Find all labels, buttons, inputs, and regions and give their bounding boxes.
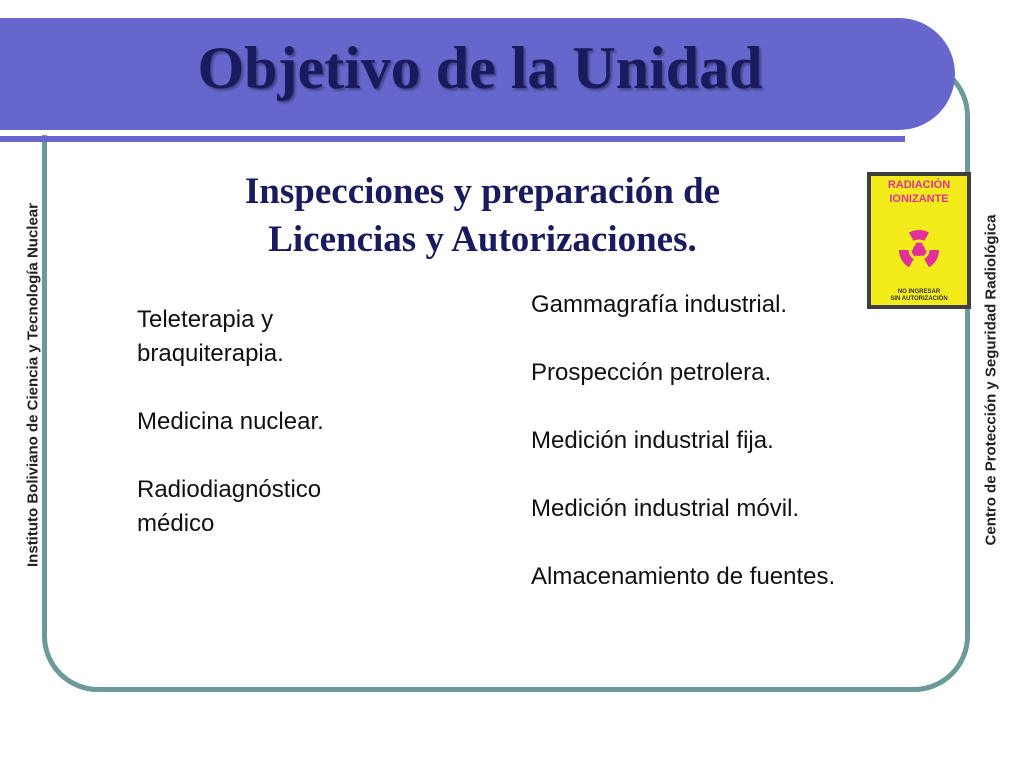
list-item: Medición industrial fija. xyxy=(531,427,774,454)
title-underline-band xyxy=(0,136,905,142)
list-item: Gammagrafía industrial. xyxy=(531,291,788,318)
right-vertical-label: Centro de Protección y Seguridad Radiológica xyxy=(982,214,1000,546)
list-item: Medicina nuclear. xyxy=(137,408,324,435)
right-list xyxy=(531,288,851,594)
sign-foot-2: SIN AUTORIZACIÓN xyxy=(890,296,948,302)
title-underline xyxy=(0,130,905,135)
list-item: Prospección petrolera. xyxy=(531,359,772,386)
list-item: Radiodiagnóstico médico xyxy=(137,476,322,537)
radiation-warning-sign xyxy=(867,172,971,309)
list-item: Medición industrial móvil. xyxy=(531,495,800,522)
list-item: Almacenamiento de fuentes. xyxy=(531,563,836,590)
sign-line-1: RADIACIÓN xyxy=(887,179,951,191)
slide-title: Objetivo de la Unidad xyxy=(197,35,763,101)
slide-subtitle xyxy=(150,168,815,264)
sign-panel xyxy=(871,176,967,305)
subtitle-line-1: Inspecciones y preparación de xyxy=(244,171,721,212)
sign-header xyxy=(871,178,967,206)
sign-foot-1: NO INGRESAR xyxy=(897,289,941,295)
left-vertical-label: Instituto Boliviano de Ciencia y Tecnología Nuclear xyxy=(24,203,42,567)
left-list xyxy=(137,303,377,541)
sign-line-2: IONIZANTE xyxy=(889,193,949,205)
subtitle-line-2: Licencias y Autorizaciones. xyxy=(268,219,697,260)
sign-footer xyxy=(871,289,967,303)
list-item: Teleterapia y braquiterapia. xyxy=(137,306,284,367)
radiation-trefoil-icon xyxy=(887,218,951,282)
